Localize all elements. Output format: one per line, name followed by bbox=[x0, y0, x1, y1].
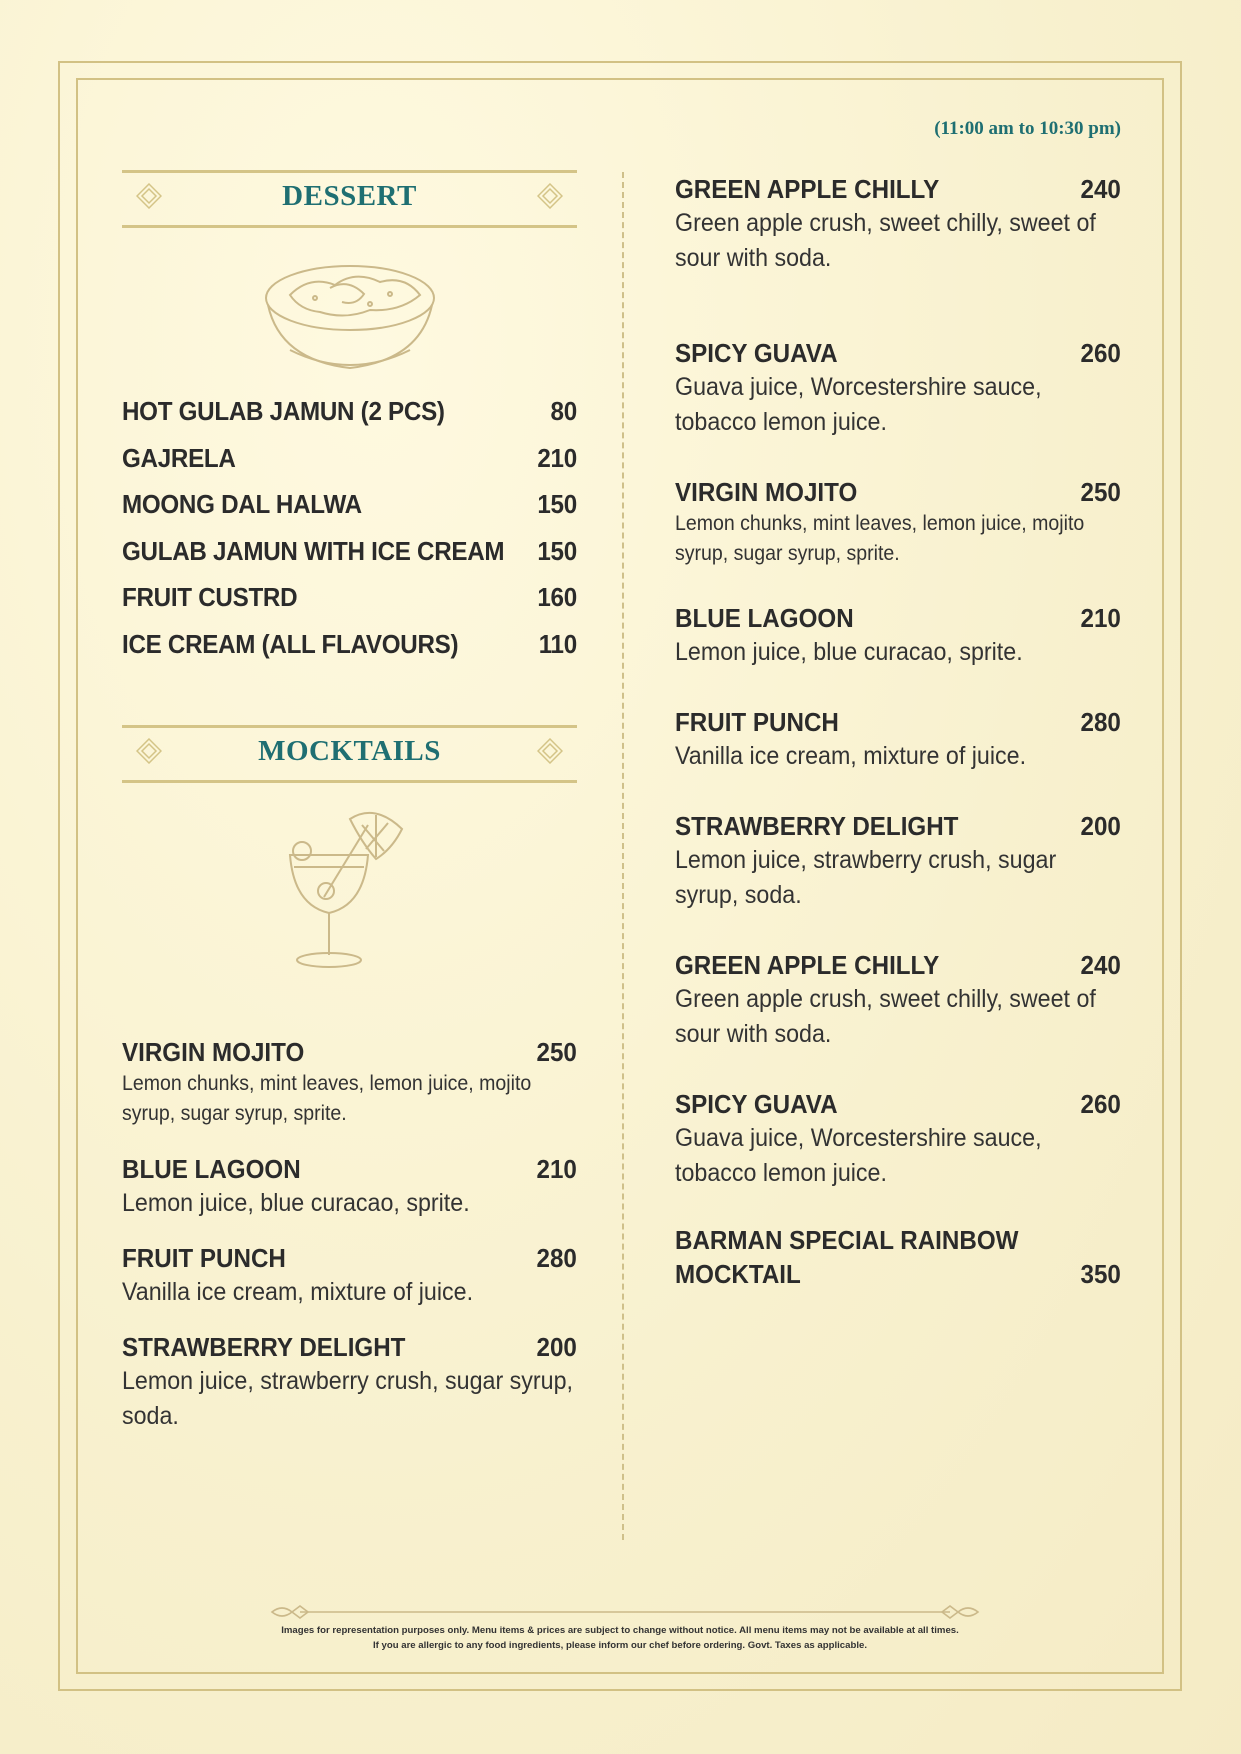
mocktail-list-left bbox=[122, 1035, 577, 1434]
item-name: FRUIT PUNCH bbox=[675, 707, 839, 737]
menu-item bbox=[122, 528, 577, 575]
disclaimer-line: If you are allergic to any food ingredients, please inform our chef before ordering. Govt. Taxes as applicable. bbox=[372, 1640, 868, 1651]
item-description: Green apple crush, sweet chilly, sweet of sour with soda. bbox=[675, 985, 1096, 1048]
item-description: Lemon juice, strawberry crush, sugar syrup, soda. bbox=[675, 846, 1057, 909]
right-column bbox=[675, 172, 1121, 1291]
diamond-ornament-icon bbox=[136, 738, 162, 764]
item-price: 160 bbox=[537, 582, 577, 612]
item-name: FRUIT PUNCH bbox=[122, 1243, 286, 1273]
item-description: Lemon juice, blue curacao, sprite. bbox=[122, 1189, 470, 1217]
column-divider bbox=[622, 172, 624, 1540]
item-description: Green apple crush, sweet chilly, sweet of sour with soda. bbox=[675, 209, 1096, 272]
menu-item bbox=[122, 1035, 577, 1129]
mocktails-header bbox=[122, 725, 577, 783]
item-name: STRAWBERRY DELIGHT bbox=[122, 1332, 406, 1362]
footer-disclaimer bbox=[150, 1623, 1090, 1653]
item-price: 260 bbox=[1080, 1089, 1121, 1119]
item-price: 210 bbox=[537, 442, 577, 473]
item-name: GREEN APPLE CHILLY bbox=[675, 174, 940, 204]
item-price: 280 bbox=[536, 1243, 577, 1273]
item-price: 280 bbox=[1080, 707, 1121, 737]
item-price: 210 bbox=[536, 1154, 577, 1184]
menu-item bbox=[675, 172, 1121, 276]
menu-item bbox=[675, 1087, 1121, 1191]
item-description: Lemon juice, strawberry crush, sugar syrup, soda. bbox=[122, 1367, 573, 1430]
item-description: Lemon juice, blue curacao, sprite. bbox=[675, 638, 1023, 666]
mocktails-title: MOCKTAILS bbox=[258, 735, 441, 767]
menu-item bbox=[675, 336, 1121, 440]
item-price: 150 bbox=[537, 535, 577, 566]
footer-ornament-icon bbox=[270, 1602, 980, 1622]
item-price: 80 bbox=[550, 396, 577, 426]
item-description: Lemon chunks, mint leaves, lemon juice, mojito syrup, sugar syrup, sprite. bbox=[122, 1072, 532, 1125]
diamond-ornament-icon bbox=[537, 183, 563, 209]
item-name: SPICY GUAVA bbox=[675, 1089, 838, 1119]
menu-item bbox=[122, 621, 577, 668]
item-name: HOT GULAB JAMUN (2 PCS) bbox=[122, 396, 445, 426]
item-name: SPICY GUAVA bbox=[675, 338, 838, 368]
diamond-ornament-icon bbox=[537, 738, 563, 764]
item-name: VIRGIN MOJITO bbox=[675, 477, 858, 507]
item-price: 250 bbox=[536, 1037, 577, 1067]
item-name: STRAWBERRY DELIGHT bbox=[675, 811, 959, 841]
menu-item bbox=[675, 601, 1121, 670]
item-price: 240 bbox=[1080, 174, 1121, 204]
item-description: Guava juice, Worcestershire sauce, tobacco lemon juice. bbox=[675, 1124, 1042, 1187]
item-name: BLUE LAGOON bbox=[675, 603, 854, 633]
menu-item bbox=[675, 705, 1121, 774]
item-price: 200 bbox=[1080, 811, 1121, 841]
item-price: 260 bbox=[1080, 338, 1121, 368]
item-price: 350 bbox=[1080, 1259, 1121, 1289]
item-price: 240 bbox=[1080, 950, 1121, 980]
menu-item bbox=[675, 809, 1121, 913]
menu-item bbox=[122, 1330, 577, 1434]
item-name: BLUE LAGOON bbox=[122, 1154, 301, 1184]
item-description: Vanilla ice cream, mixture of juice. bbox=[675, 742, 1027, 770]
diamond-ornament-icon bbox=[136, 183, 162, 209]
disclaimer-line: Images for representation purposes only. Menu items & prices are subject to change without notice. All menu items may not be available at all times. bbox=[281, 1625, 959, 1636]
bowl-icon bbox=[260, 250, 440, 380]
item-description: Lemon chunks, mint leaves, lemon juice, mojito syrup, sugar syrup, sprite. bbox=[675, 512, 1085, 565]
item-name: MOCKTAIL bbox=[675, 1259, 801, 1289]
item-name: FRUIT CUSTRD bbox=[122, 582, 298, 612]
item-name: BARMAN SPECIAL RAINBOW bbox=[675, 1225, 1019, 1255]
dessert-header bbox=[122, 170, 577, 228]
item-name: VIRGIN MOJITO bbox=[122, 1037, 305, 1067]
item-name: GULAB JAMUN WITH ICE CREAM bbox=[122, 535, 505, 566]
special-menu-item bbox=[675, 1223, 1121, 1291]
menu-item bbox=[122, 481, 577, 528]
menu-item bbox=[122, 1241, 577, 1310]
item-name: GAJRELA bbox=[122, 442, 236, 473]
menu-item bbox=[675, 948, 1121, 1052]
item-description: Vanilla ice cream, mixture of juice. bbox=[122, 1278, 474, 1306]
item-price: 210 bbox=[1080, 603, 1121, 633]
item-description: Guava juice, Worcestershire sauce, tobacco lemon juice. bbox=[675, 373, 1042, 436]
item-price: 250 bbox=[1080, 477, 1121, 507]
item-price: 200 bbox=[536, 1332, 577, 1362]
opening-hours: (11:00 am to 10:30 pm) bbox=[934, 118, 1121, 139]
item-price: 150 bbox=[537, 489, 577, 519]
item-name: GREEN APPLE CHILLY bbox=[675, 950, 940, 980]
menu-item bbox=[122, 388, 577, 435]
left-column bbox=[122, 170, 577, 1434]
cocktail-glass-icon bbox=[280, 805, 420, 975]
menu-item bbox=[122, 574, 577, 621]
dessert-list bbox=[122, 388, 577, 667]
item-price: 110 bbox=[538, 628, 577, 659]
item-name: ICE CREAM (ALL FLAVOURS) bbox=[122, 628, 459, 659]
menu-item bbox=[122, 435, 577, 482]
item-name: MOONG DAL HALWA bbox=[122, 489, 362, 519]
menu-item bbox=[675, 475, 1121, 569]
dessert-title: DESSERT bbox=[282, 180, 417, 212]
menu-item bbox=[122, 1152, 577, 1221]
